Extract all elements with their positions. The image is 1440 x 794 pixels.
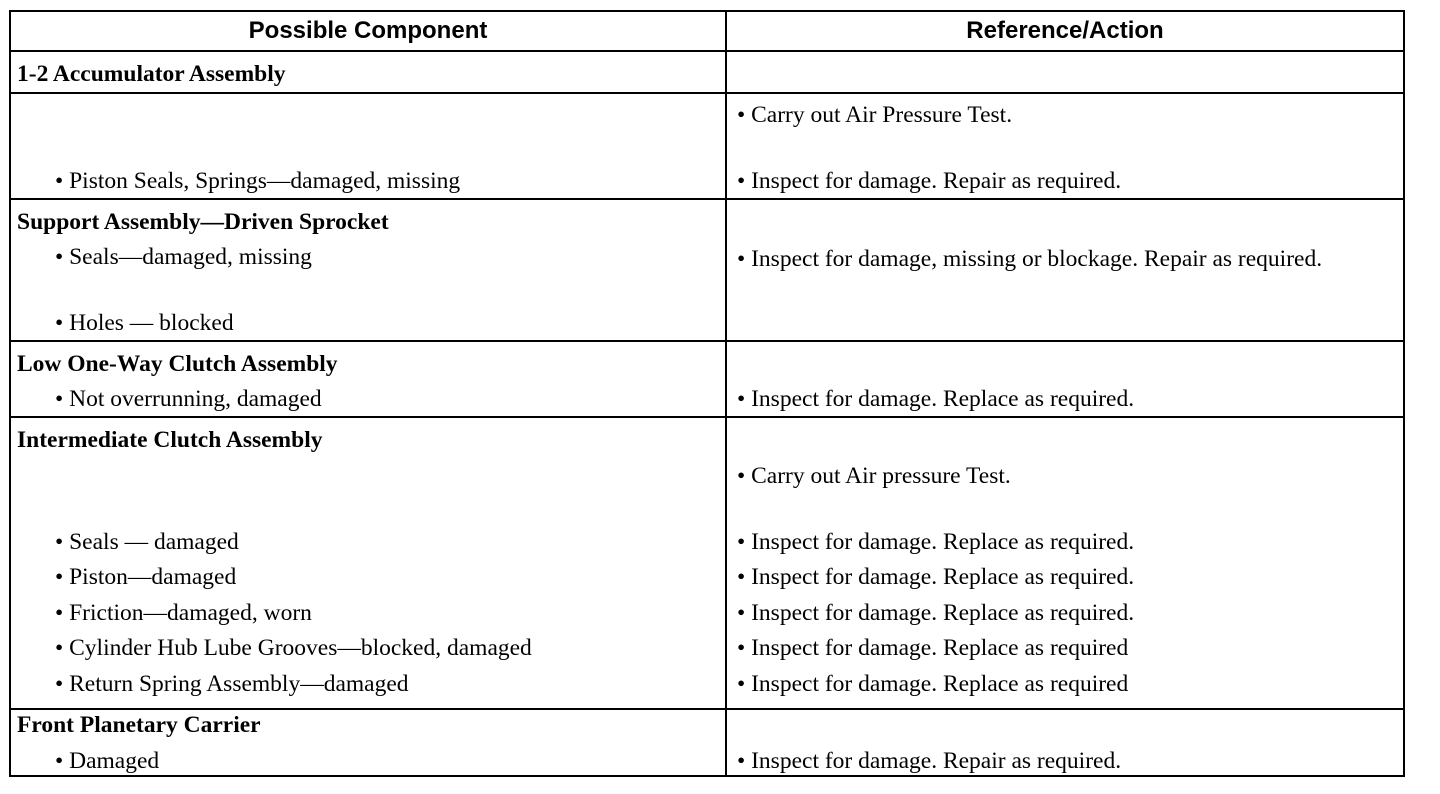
action-item: • Carry out Air Pressure Test.	[737, 102, 1012, 128]
component-item: • Return Spring Assembly—damaged	[55, 671, 409, 697]
action-item: • Carry out Air pressure Test.	[737, 463, 1011, 489]
action-item: • Inspect for damage, missing or blockage. Repair as required.	[737, 244, 1357, 275]
header-possible-component: Possible Component	[248, 17, 488, 44]
section-title: Low One-Way Clutch Assembly	[17, 351, 338, 377]
component-item: • Seals—damaged, missing	[55, 244, 312, 270]
component-item: • Holes — blocked	[55, 310, 234, 336]
section-title: Front Planetary Carrier	[17, 712, 261, 738]
action-item: • Inspect for damage. Replace as required	[737, 671, 1128, 697]
section-title: Intermediate Clutch Assembly	[17, 427, 323, 453]
section-title: 1-2 Accumulator Assembly	[17, 61, 286, 87]
action-item: • Inspect for damage. Replace as required.	[737, 386, 1134, 412]
component-item: • Seals — damaged	[55, 529, 239, 555]
component-item: • Not overrunning, damaged	[55, 386, 322, 412]
action-item: • Inspect for damage. Replace as required	[737, 635, 1128, 661]
component-item: • Cylinder Hub Lube Grooves—blocked, damaged	[55, 635, 532, 661]
diagnosis-table	[9, 10, 1405, 777]
component-item: • Damaged	[55, 748, 159, 774]
action-item: • Inspect for damage. Repair as required.	[737, 168, 1121, 194]
action-item: • Inspect for damage. Replace as required.	[737, 564, 1134, 590]
component-item: • Piston Seals, Springs—damaged, missing	[55, 168, 460, 194]
component-item: • Friction—damaged, worn	[55, 600, 312, 626]
action-item: • Inspect for damage. Replace as required.	[737, 600, 1134, 626]
section-title: Support Assembly—Driven Sprocket	[17, 209, 389, 235]
header-reference-action: Reference/Action	[966, 17, 1164, 44]
component-item: • Piston—damaged	[55, 564, 236, 590]
action-item: • Inspect for damage. Repair as required.	[737, 748, 1121, 774]
action-item: • Inspect for damage. Replace as required.	[737, 529, 1134, 555]
